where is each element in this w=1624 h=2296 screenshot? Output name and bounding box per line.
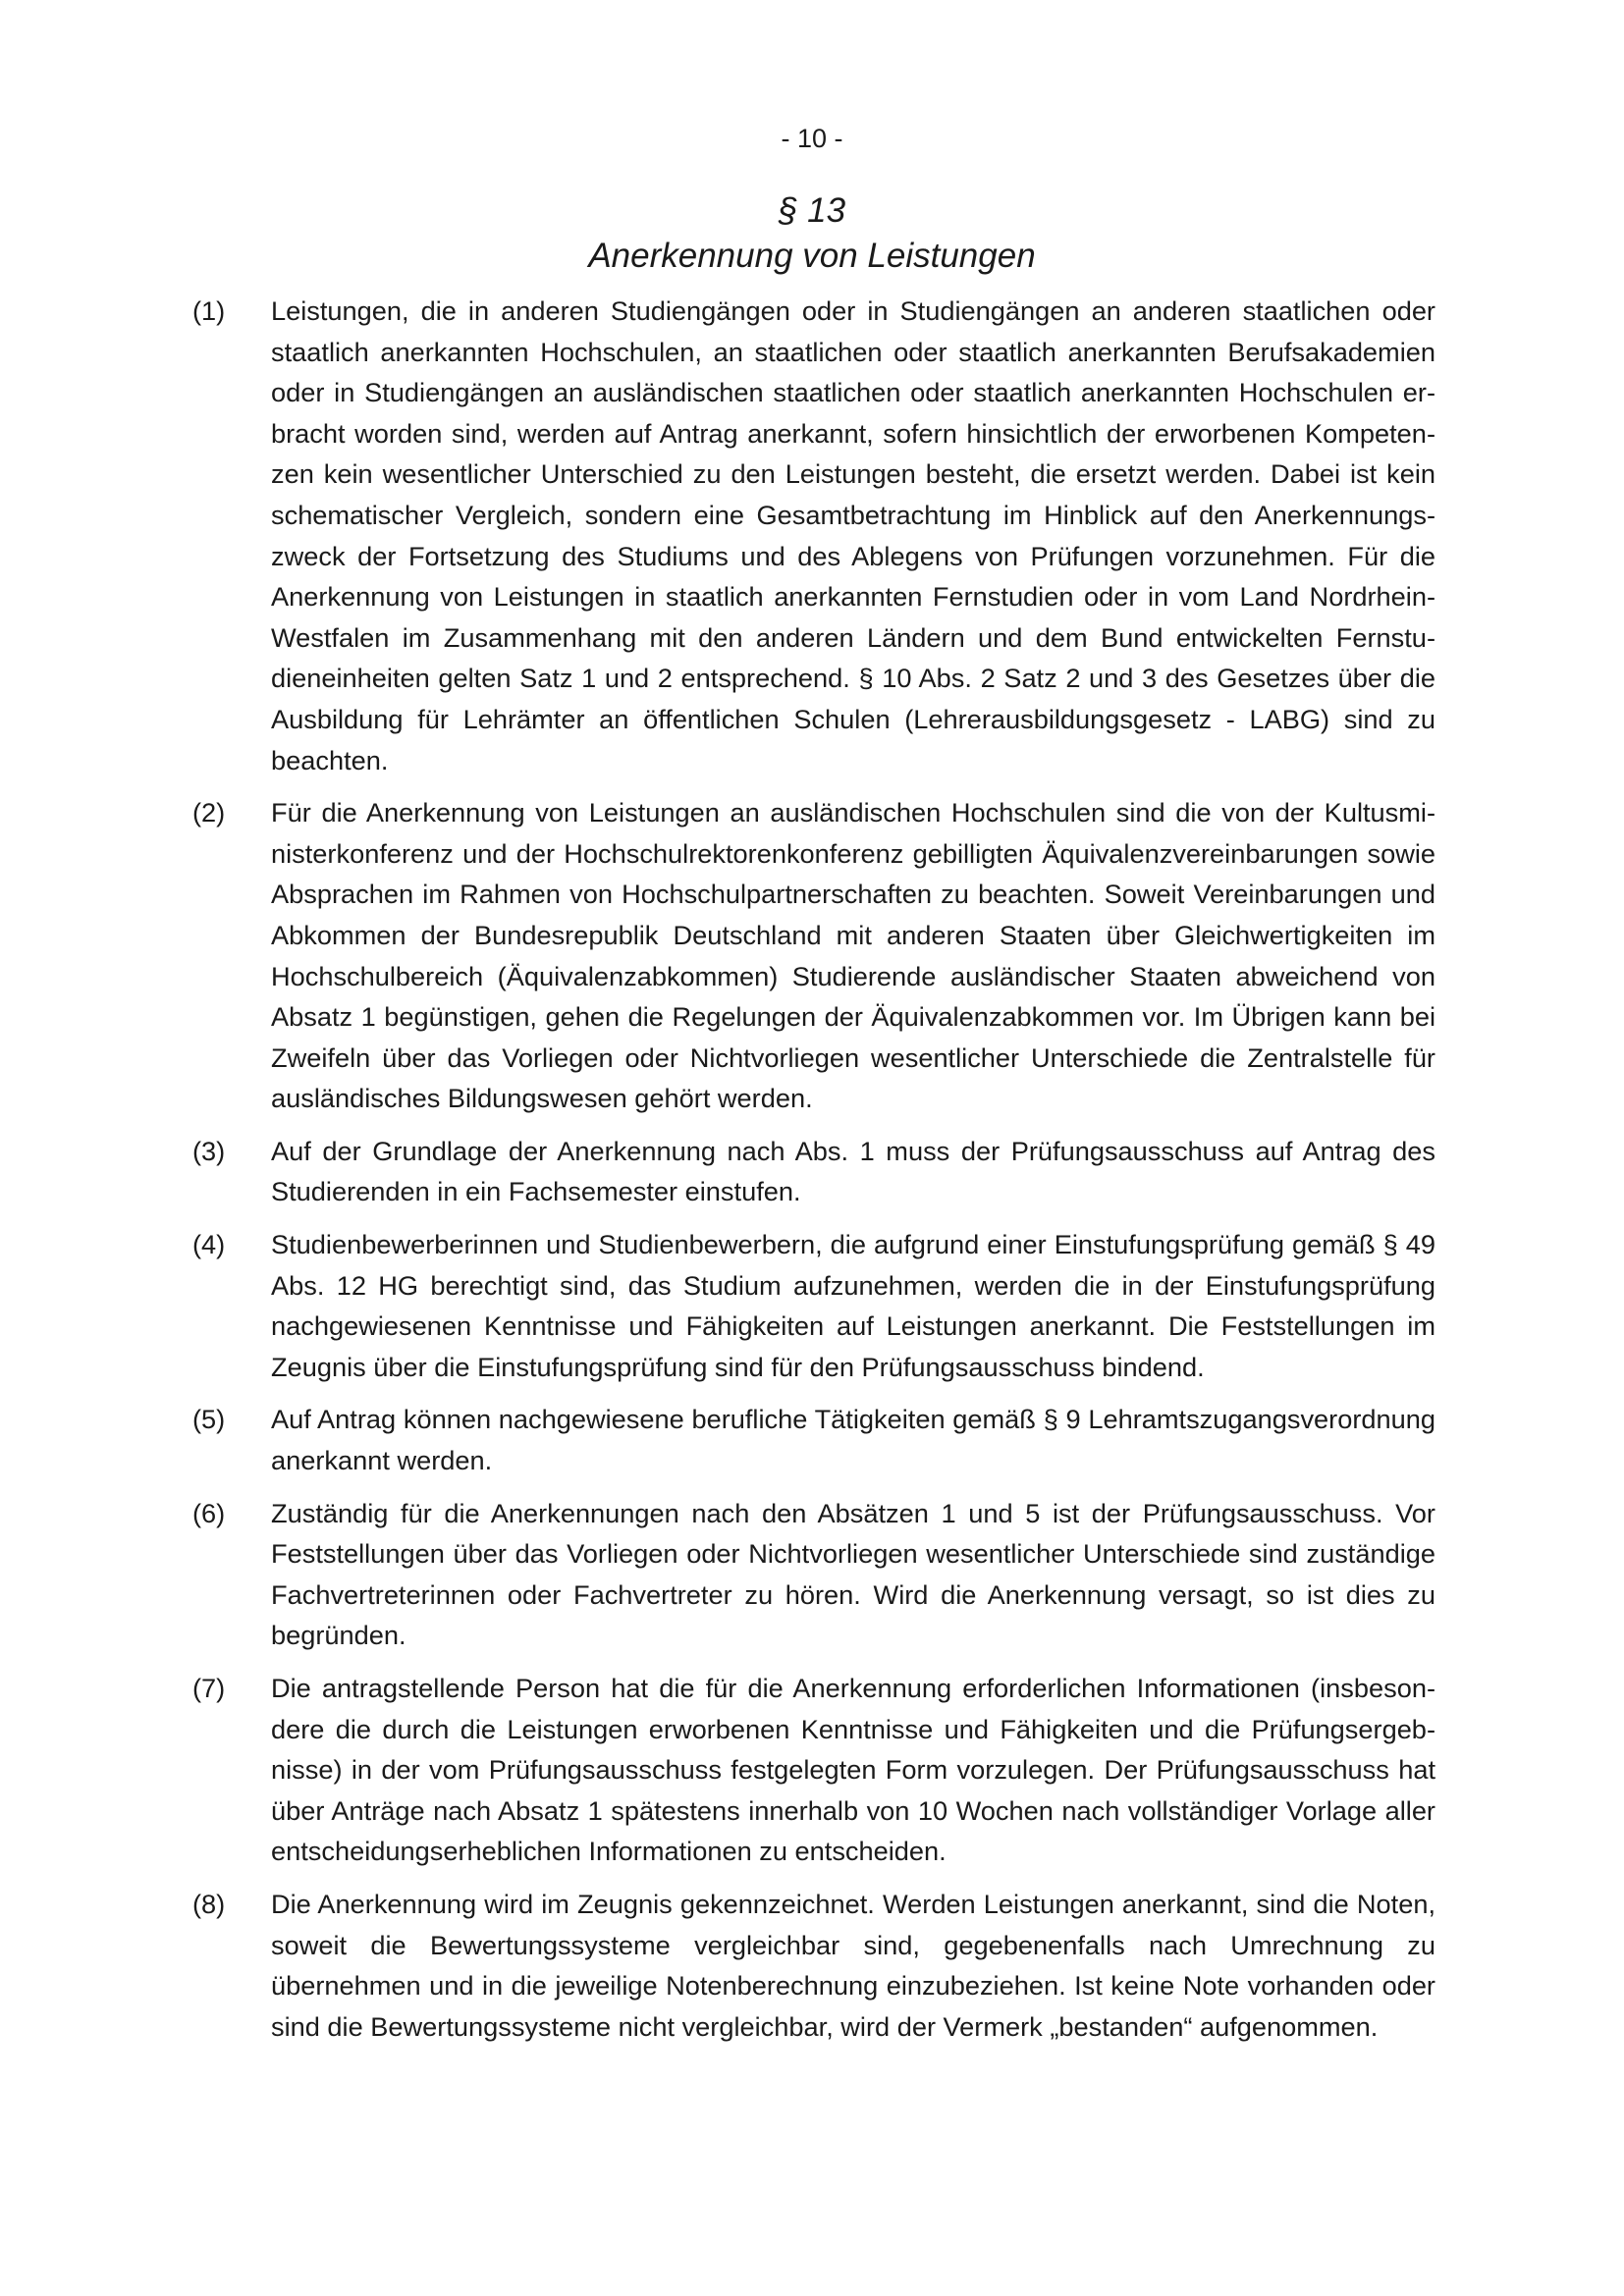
paragraph-8 (192, 1884, 1435, 2047)
paragraph-number: (7) (192, 1673, 226, 1703)
paragraph-3 (192, 1131, 1435, 1212)
paragraph-text: Auf Antrag können nachgewiesene berufliche Tätigkeiten gemäß § 9 Lehramtszugangsverordnung anerkannt werden. (271, 1404, 1435, 1476)
section-number: § 13 (778, 191, 846, 230)
paragraph-number: (4) (192, 1229, 226, 1260)
paragraph-number: (2) (192, 797, 226, 828)
paragraph-text: Leistungen, die in anderen Studiengängen oder in Studiengängen an anderen staatlichen oder staatlich anerkannten Hochschulen, an staatlichen oder staatlich anerkannten Berufsakademien oder in Studiengängen an ausländischen staatlichen oder staatlich anerkannten Hochschulen erbracht worden sind, werden auf Antrag anerkannt, sofern hinsichtlich der erworbenen Kompetenzen kein wesentlicher Unterschied zu den Leistungen besteht, die ersetzt werden. Dabei ist kein schematischer Vergleich, sondern eine Gesamtbetrachtung im Hinblick auf den Anerkennungszweck der Fortsetzung des Studiums und des Ablegens von Prüfungen vorzunehmen. Für die Anerkennung von Leistungen in staatlich anerkannten Fernstudien oder in vom Land Nordrhein-Westfalen im Zusammenhang mit den anderen Ländern und dem Bund entwickelten Fernstudieneinheiten gelten Satz 1 und 2 entsprechend. § 10 Abs. 2 Satz 2 und 3 des Gesetzes über die Ausbildung für Lehrämter an öffentlichen Schulen (Lehrerausbildungsgesetz - LABG) sind zu beachten. (271, 295, 1435, 775)
paragraph-text: Für die Anerkennung von Leistungen an ausländischen Hochschulen sind die von der Kultusministerkonferenz und der Hochschulrektorenkonferenz gebilligten Äquivalenzvereinbarungen sowie Absprachen im Rahmen von Hochschulpartnerschaften zu beachten. Soweit Vereinbarungen und Abkommen der Bundesrepublik Deutschland mit anderen Staaten über Gleichwertigkeiten im Hochschulbereich (Äquivalenzabkommen) Studierende ausländischer Staaten abweichend von Absatz 1 begünstigen, gehen die Regelungen der Äquivalenzabkommen vor. Im Übrigen kann bei Zweifeln über das Vorliegen oder Nichtvorliegen wesentlicher Unterschiede die Zentralstelle für ausländisches Bildungswesen gehört werden. (271, 797, 1435, 1114)
paragraph-number: (6) (192, 1497, 226, 1528)
section-heading (0, 188, 1624, 279)
paragraph-2 (192, 792, 1435, 1119)
paragraph-text: Die Anerkennung wird im Zeugnis gekennzeichnet. Werden Leistungen anerkannt, sind die Noten, soweit die Bewertungssysteme vergleichbar sind, gegebenenfalls nach Umrechnung zu übernehmen und in die jeweilige Notenberechnung einzubeziehen. Ist keine Note vorhanden oder sind die Bewertungssysteme nicht vergleichbar, wird der Vermerk „bestanden“ aufgenommen. (271, 1888, 1435, 2042)
paragraph-number: (1) (192, 295, 226, 326)
section-title: Anerkennung von Leistungen (588, 237, 1036, 275)
paragraph-6 (192, 1493, 1435, 1656)
paragraph-number: (8) (192, 1888, 226, 1919)
paragraph-text: Auf der Grundlage der Anerkennung nach Abs. 1 muss der Prüfungsausschuss auf Antrag des Studierenden in ein Fachsemester einstufen. (271, 1135, 1435, 1207)
paragraph-text: Die antragstellende Person hat die für die Anerkennung erforderlichen Informationen (insbesondere die durch die Leistungen erworbenen Kenntnisse und Fähigkeiten und die Prüfungsergebnisse) in der vom Prüfungsausschuss festgelegten Form vorzulegen. Der Prüfungsausschuss hat über Anträge nach Absatz 1 spätestens innerhalb von 10 Wochen nach vollständiger Vorlage aller entscheidungserheblichen Informationen zu entscheiden. (271, 1673, 1435, 1867)
paragraph-text: Zuständig für die Anerkennungen nach den Absätzen 1 und 5 ist der Prüfungsausschuss. Vor Feststellungen über das Vorliegen oder Nichtvorliegen wesentlicher Unterschiede sind zuständige Fachvertreterinnen oder Fachvertreter zu hören. Wird die Anerkennung versagt, so ist dies zu begründen. (271, 1497, 1435, 1651)
paragraph-5 (192, 1399, 1435, 1480)
paragraph-number: (3) (192, 1135, 226, 1166)
page-number: - 10 - (781, 124, 843, 153)
paragraph-number: (5) (192, 1404, 226, 1435)
paragraph-4 (192, 1224, 1435, 1387)
paragraph-text: Studienbewerberinnen und Studienbewerbern, die aufgrund einer Einstufungsprüfung gemäß § 49 Abs. 12 HG berechtigt sind, das Studium aufzunehmen, werden die in der Einstufungsprüfung nachgewiesenen Kenntnisse und Fähigkeiten auf Leistungen anerkannt. Die Feststellungen im Zeugnis über die Einstufungsprüfung sind für den Prüfungsausschuss bindend. (271, 1229, 1435, 1382)
paragraph-list (192, 291, 1435, 2058)
paragraph-7 (192, 1668, 1435, 1872)
paragraph-1 (192, 291, 1435, 780)
